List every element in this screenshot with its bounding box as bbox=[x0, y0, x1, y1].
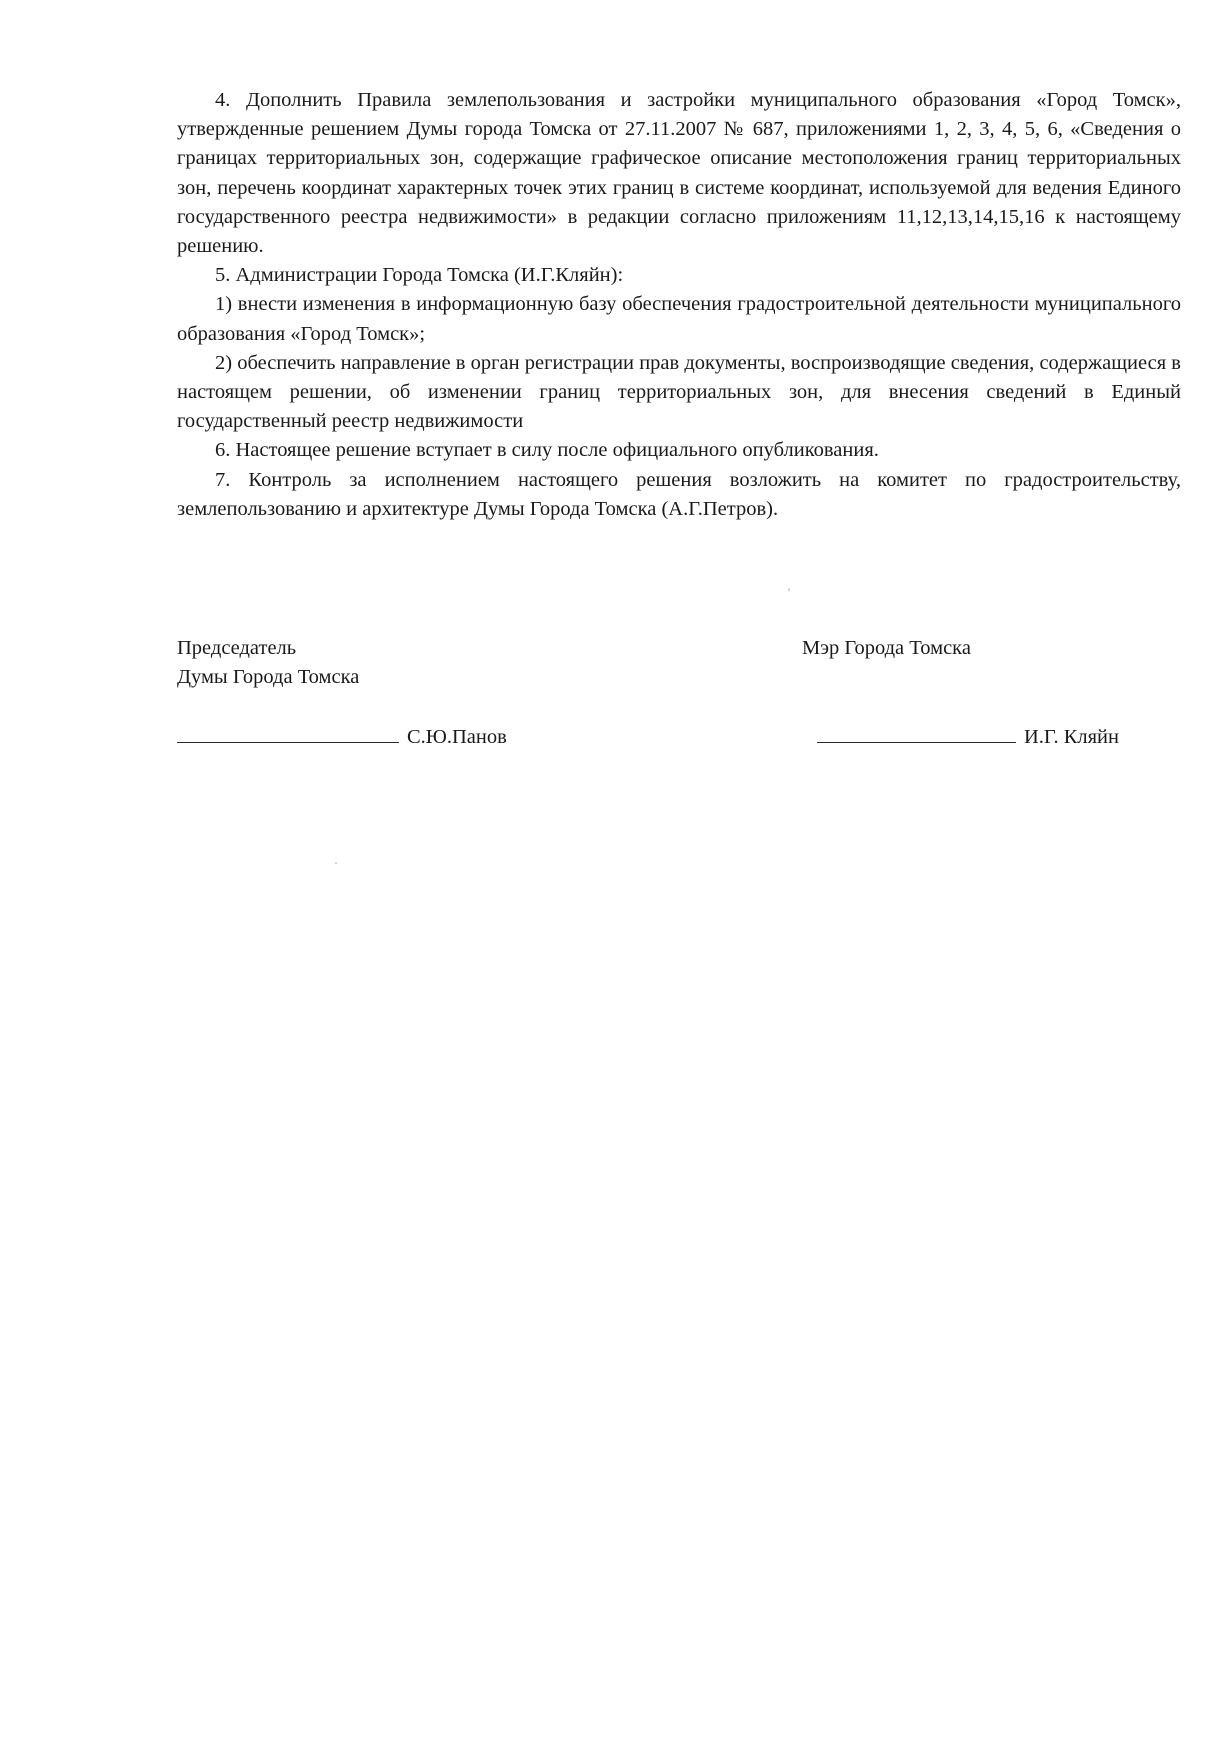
paragraph-item-6: 6. Настоящее решение вступает в силу после официального опубликования. bbox=[215, 439, 879, 462]
paragraph-item-7: 7. Контроль за исполнением настоящего решения возложить на комитет по градостроительству, землепользованию и архитектуре Думы Города Томска (А.Г.Петров). bbox=[177, 468, 1181, 520]
signature-right-name: И.Г. Кляйн bbox=[1024, 726, 1119, 748]
signature-right-title bbox=[802, 634, 971, 663]
signature-right-line bbox=[817, 722, 1119, 752]
paragraph-item-4: 4. Дополнить Правила землепользования и застройки муниципального образования «Город Томск», утвержденные решением Думы города Томска от 27.11.2007 № 687, приложениями 1, 2, 3, 4, 5, 6, «Сведения о границах территориальных зон, содержащие графическое описание местоположения границ территориальных зон, перечень координат характерных точек этих границ в системе координат, используемой для ведения Единого государственного реестра недвижимости» в редакции согласно приложениям 11,12,13,14,15,16 к настоящему решению. bbox=[177, 89, 1181, 258]
paragraph-subitem-2: 2) обеспечить направление в орган регистрации прав документы, воспроизводящие сведения, содержащиеся в настоящем решении, об изменении границ территориальных зон, для внесения сведений в Единый государственный реестр недвижимости bbox=[177, 351, 1181, 433]
paragraph-subitem-1: 1) внести изменения в информационную базу обеспечения градостроительной деятельности муниципального образования «Город Томск»; bbox=[177, 293, 1181, 345]
paragraph-item-5: 5. Администрации Города Томска (И.Г.Кляйн): bbox=[215, 264, 624, 287]
signature-right-title-line1: Мэр Города Томска bbox=[802, 637, 971, 659]
scan-speck bbox=[335, 862, 337, 864]
signature-right-underline bbox=[817, 722, 1016, 743]
signature-left-title bbox=[177, 634, 359, 692]
scan-speck bbox=[788, 588, 790, 591]
signature-left-name: С.Ю.Панов bbox=[407, 726, 507, 748]
document-body bbox=[177, 86, 1181, 524]
signature-left-underline bbox=[177, 722, 399, 743]
signature-left-title-line1: Председатель bbox=[177, 637, 297, 659]
signature-left-line bbox=[177, 722, 507, 752]
signature-left-title-line2: Думы Города Томска bbox=[177, 666, 360, 688]
